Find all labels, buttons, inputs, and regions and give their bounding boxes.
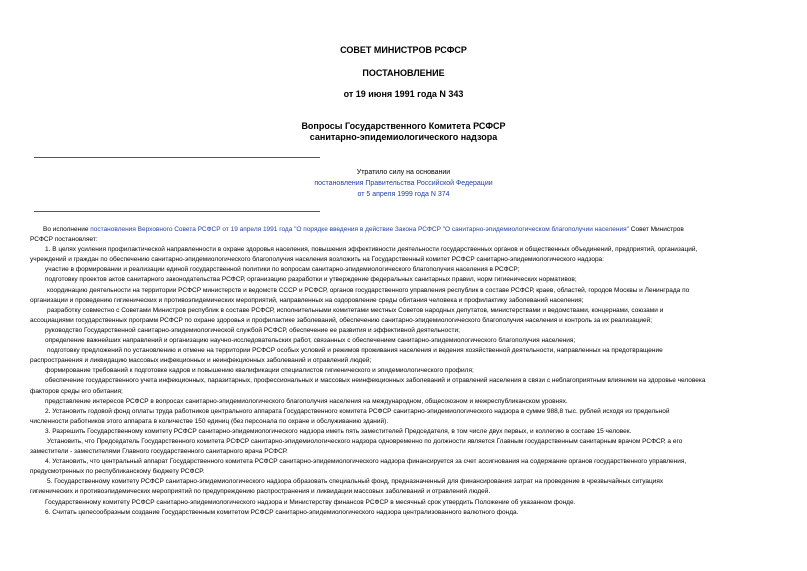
- body-intro-line: [30, 225, 772, 235]
- body-line: определение важнейших направлений и организацию научно-исследовательских работ, связанных с обеспечением санитарно-эпидемиологического благополучия населения;: [45, 337, 576, 345]
- body-line: ассоциациями государственных программ РСФСР по охране здоровья и профилактике заболеваний, обеспечению санитарно-эпидемиологического благополучия населения и контроль за их реализацией;: [30, 316, 653, 324]
- body-line: гигиенических и противоэпидемических мероприятий по предупреждению распространения и ликвидации массовых заболеваний и отравлений людей.: [30, 488, 491, 496]
- body-line: численности работников этого аппарата в количестве 150 единиц (без персонала по охране и обслуживанию зданий).: [30, 417, 389, 425]
- decree-link[interactable]: постановления Верховного Совета РСФСР от 19 апреля 1991 года "О порядке введения в действие Закона РСФСР "О санитарно-эпидемиологическом благополучии населения": [90, 226, 629, 233]
- body-line: Установить, что Председатель Государственного комитета РСФСР санитарно-эпидемиологического надзора одновременно по должности является Главным государственным санитарным врачом РСФСР, а его: [47, 437, 683, 445]
- document-body: [30, 225, 772, 518]
- body-line: 4. Установить, что центральный аппарат Государственного комитета РСФСР санитарно-эпидемиологического надзора финансируется за счет ассигнования на содержание органов государственного управления,: [45, 458, 687, 466]
- body-line: 6. Считать целесообразным создание Государственным комитетом РСФСР санитарно-эпидемиологического надзора централизованного валютного фонда.: [45, 508, 519, 516]
- body-line: представление интересов РСФСР в вопросах санитарно-эпидемиологического благополучия населения на международном, общесоюзном и межреспубликанском уровнях.: [45, 397, 568, 405]
- body-line: подготовку предложений по установлению и отмене на территории РСФСР особых условий и режимов проживания населения и ведения хозяйственной деятельности, направленных на предотвращение: [47, 347, 663, 355]
- body-line: участие в формировании и реализации единой государственной политики по вопросам санитарно-эпидемиологического благополучия населения в РСФСР;: [45, 266, 520, 274]
- body-line: распространения и ликвидацию массовых инфекционных и неинфекционных заболеваний и отравлений людей;: [30, 357, 372, 365]
- status-note-link-line1[interactable]: постановления Правительства Российской Федерации: [314, 180, 493, 187]
- body-line: 3. Разрешить Государственному комитету РСФСР санитарно-эпидемиологического надзора иметь пять заместителей Председателя, в том числе двух первых, и коллегию в составе 15 человек.: [45, 427, 632, 435]
- body-line: 1. В целях усиления профилактической направленности в охране здоровья населения, повышения эффективности деятельности государственных органов и общественных объединений, предприятий, организаций,: [45, 246, 698, 254]
- body-line: факторов среды его обитания;: [30, 387, 123, 395]
- status-note-link-line2[interactable]: от 5 апреля 1999 года N 374: [357, 191, 450, 198]
- body-line: руководство Государственной санитарно-эпидемиологической службой РСФСР, обеспечение ее развития и эффективной деятельности;: [45, 326, 460, 334]
- body-line: 2. Установить годовой фонд оплаты труда работников центрального аппарата Государственного комитета РСФСР санитарно-эпидемиологического надзора в сумме 988,8 тыс. рублей исходя из предельной: [45, 407, 670, 415]
- body-line: подготовку проектов актов санитарного законодательства РСФСР, организацию разработки и утверждение федеральных санитарных правил, норм гигиенических нормативов;: [45, 276, 577, 284]
- document-title-line2: санитарно-эпидемиологического надзора: [309, 132, 498, 142]
- body-line: РСФСР постановляет:: [30, 236, 98, 244]
- separator-rule-bottom: [34, 211, 320, 212]
- issuing-authority: СОВЕТ МИНИСТРОВ РСФСР: [340, 45, 467, 55]
- body-line: разработку совместно с Советами Министров республик в составе РСФСР, исполнительными комитетами местных Советов народных депутатов, министерствами и ведомствами, концернами, союзами и: [47, 306, 664, 314]
- body-line: 5. Государственному комитету РСФСР санитарно-эпидемиологического надзора образовать специальный фонд, предназначенный для финансирования затрат на проведение в чрезвычайных ситуациях: [47, 478, 664, 486]
- document-title-line1: Вопросы Государственного Комитета РСФСР: [301, 121, 506, 131]
- body-line: предусмотренных по республиканскому бюджету РСФСР.: [30, 468, 205, 476]
- body-line: организации и проведению гигиенических и противоэпидемических мероприятий, направленных на оздоровление среды обитания человека и профилактику заболеваний населения;: [30, 296, 584, 304]
- intro-text-start: Во исполнение: [43, 226, 91, 233]
- body-line: учреждений и граждан по обеспечению санитарно-эпидемиологического благополучия населения возложить на Государственный комитет РСФСР санитарно-эпидемиологического надзора:: [30, 256, 604, 264]
- body-line: формирование требований к подготовке кадров и повышению квалификации специалистов гигиенического и эпидемиологического профиля;: [45, 367, 474, 375]
- document-date-number: от 19 июня 1991 года N 343: [343, 89, 464, 99]
- body-line: Государственному комитету РСФСР санитарно-эпидемиологического надзора и Министерству финансов РСФСР в месячный срок утвердить Положение об указанном фонде.: [45, 498, 576, 506]
- body-line: координацию деятельности на территории РСФСР министерств и ведомств СССР и РСФСР, органов государственного управления республик в составе РСФСР, краев, областей, городов Москвы и Ленинграда по: [47, 286, 690, 294]
- separator-rule-top: [34, 157, 320, 158]
- body-line: обеспечение государственного учета инфекционных, паразитарных, профессиональных и массовых неинфекционных заболеваний и отравлений населения в связи с неблагоприятным влиянием на здоровье человека: [45, 377, 706, 385]
- status-note-line1: Утратило силу на основании: [356, 169, 451, 176]
- body-line: заместители - заместителями Главного государственного санитарного врача РСФСР.: [30, 448, 288, 456]
- document-type: ПОСТАНОВЛЕНИЕ: [362, 68, 445, 78]
- intro-text-end: Совет Министров: [628, 226, 684, 233]
